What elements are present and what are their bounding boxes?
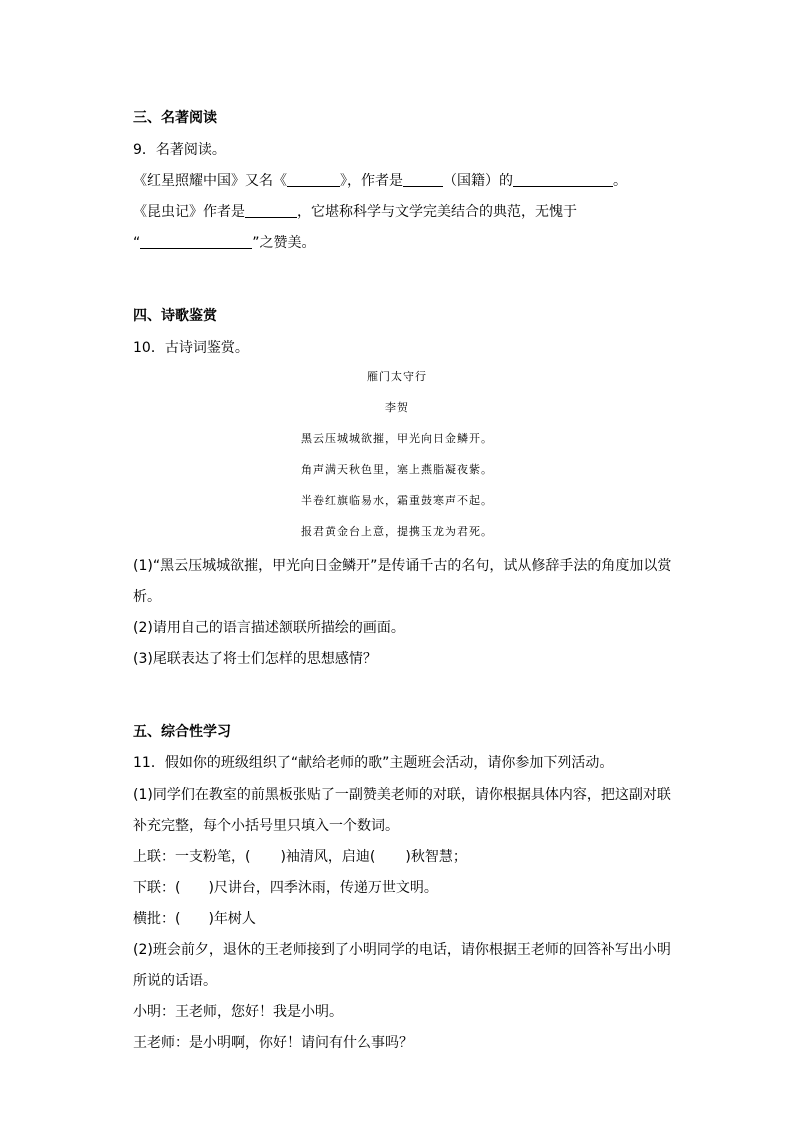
section-heading-reading: 三、名著阅读 <box>133 110 217 126</box>
couplet-text: 上联：一支粉笔，( <box>133 849 251 865</box>
q9-text-c: （国籍）的 <box>443 173 513 189</box>
section-heading-comprehensive: 五、综合性学习 <box>133 724 231 740</box>
couplet-horizontal <box>133 909 256 929</box>
question-10-sub-1: (1)“黑云压城城欲摧，甲光向日金鳞开”是传诵千古的名句，试从修辞手法的角度加以赏 <box>133 558 672 574</box>
couplet-text: )袖清风，启迪( <box>280 849 376 865</box>
answer-blank[interactable] <box>513 172 613 187</box>
question-11-sub-1: (1)同学们在教室的前黑板张贴了一副赞美老师的对联，请你根据具体内容，把这副对联 <box>133 787 671 803</box>
poem-line: 半卷红旗临易水，霜重鼓寒声不起。 <box>301 494 493 507</box>
poem-title: 雁门太守行 <box>367 370 427 383</box>
q9-text-d: 。 <box>613 173 627 189</box>
question-10-title: 10．古诗词鉴赏。 <box>133 340 249 356</box>
answer-blank[interactable] <box>403 172 443 187</box>
question-10-sub-3: (3)尾联表达了将士们怎样的思想感情？ <box>133 651 377 667</box>
q9-text-e: 《昆虫记》作者是 <box>133 204 245 220</box>
poem-line: 角声满天秋色里，塞上燕脂凝夜紫。 <box>301 463 493 476</box>
couplet-lower <box>133 878 438 898</box>
answer-blank[interactable] <box>245 203 297 218</box>
question-9-title: 9．名著阅读。 <box>133 142 226 158</box>
question-9-line-2 <box>133 202 577 222</box>
couplet-text: )尺讲台，四季沐雨，传递万世文明。 <box>208 880 438 896</box>
q9-text-g: “ <box>133 235 141 251</box>
question-11-title: 11．假如你的班级组织了“献给老师的歌”主题班会活动，请你参加下列活动。 <box>133 755 614 771</box>
question-11-sub-1-cont: 补充完整，每个小括号里只填入一个数词。 <box>133 818 399 834</box>
couplet-text: )秋智慧； <box>405 849 467 865</box>
poem-line: 黑云压城城欲摧，甲光向日金鳞开。 <box>301 432 493 445</box>
dialog-line-xiaoming: 小明：王老师，您好！我是小明。 <box>133 1004 343 1020</box>
answer-blank[interactable] <box>287 172 340 187</box>
question-11-sub-2-cont: 所说的话语。 <box>133 973 217 989</box>
couplet-text: 横批：( <box>133 911 181 927</box>
dialog-line-teacher: 王老师：是小明啊，你好！请问有什么事吗？ <box>133 1035 413 1051</box>
question-10-sub-2: (2)请用自己的语言描述颔联所描绘的画面。 <box>133 620 405 636</box>
couplet-upper <box>133 847 467 867</box>
couplet-text: 下联：( <box>133 880 181 896</box>
poem-author: 李贺 <box>385 401 409 414</box>
q9-text-a: 《红星照耀中国》又名《 <box>133 173 287 189</box>
question-11-sub-2: (2)班会前夕，退休的王老师接到了小明同学的电话，请你根据王老师的回答补写出小明 <box>133 942 671 958</box>
section-heading-poetry: 四、诗歌鉴赏 <box>133 308 217 324</box>
couplet-text: )年树人 <box>208 911 256 927</box>
question-10-sub-1-cont: 析。 <box>133 589 161 605</box>
answer-blank[interactable] <box>140 234 252 249</box>
q9-text-f: ，它堪称科学与文学完美结合的典范，无愧于 <box>297 204 577 220</box>
question-9-line-3 <box>133 233 316 253</box>
q9-text-h: ”之赞美。 <box>252 235 316 251</box>
question-9-line-1 <box>133 171 627 191</box>
poem-line: 报君黄金台上意，提携玉龙为君死。 <box>301 525 493 538</box>
q9-text-b: 》，作者是 <box>340 173 403 189</box>
